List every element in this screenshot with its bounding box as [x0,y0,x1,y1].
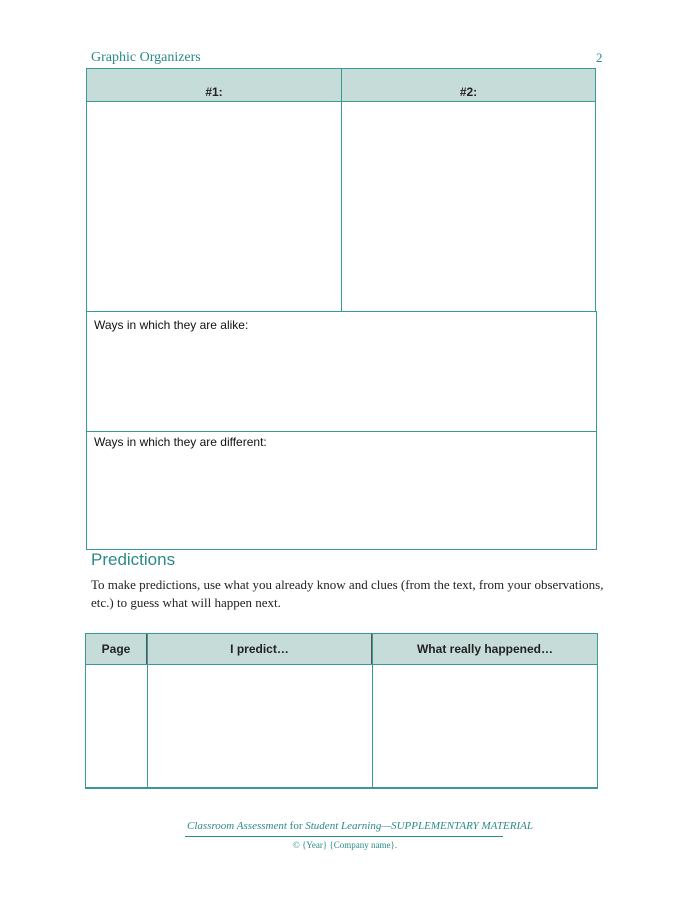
predictions-instructions: To make predictions, use what you already know and clues (from the text, from your observations, etc.) to guess what will happen next. [91,577,604,610]
column-header-2-label: #2: [459,85,478,99]
item-2-cell[interactable] [341,101,596,312]
different-label: Ways in which they are different: [94,435,267,449]
column-header-1 [86,68,342,102]
alike-box[interactable] [86,311,597,432]
page-number: 2 [596,50,603,65]
footer-title-for: for [286,820,306,832]
table-cell-page[interactable] [85,664,148,789]
item-1-cell[interactable] [86,101,342,312]
page-header-title: Graphic Organizers [91,50,201,65]
column-header-1-label: #1: [205,85,223,99]
table-header-page-label: Page [101,642,131,656]
footer-divider [185,836,503,837]
footer-title [0,820,695,832]
alike-label: Ways in which they are alike: [94,318,249,332]
table-header-happened [372,633,598,665]
table-cell-happened[interactable] [372,664,598,789]
table-header-predict [147,633,373,665]
column-header-2 [341,68,596,102]
section-title-predictions: Predictions [91,550,176,569]
table-header-predict-label: I predict… [230,642,289,656]
table-cell-predict[interactable] [147,664,373,789]
footer-title-part2: Student Learning—SUPPLEMENTARY MATERIAL [305,820,533,832]
table-header-happened-label: What really happened… [416,642,554,656]
table-header-page [85,633,148,665]
footer-title-part1: Classroom Assessment [186,820,287,832]
different-box[interactable] [86,431,597,550]
footer-copyright: © {Year} {Company name}. [292,840,398,850]
